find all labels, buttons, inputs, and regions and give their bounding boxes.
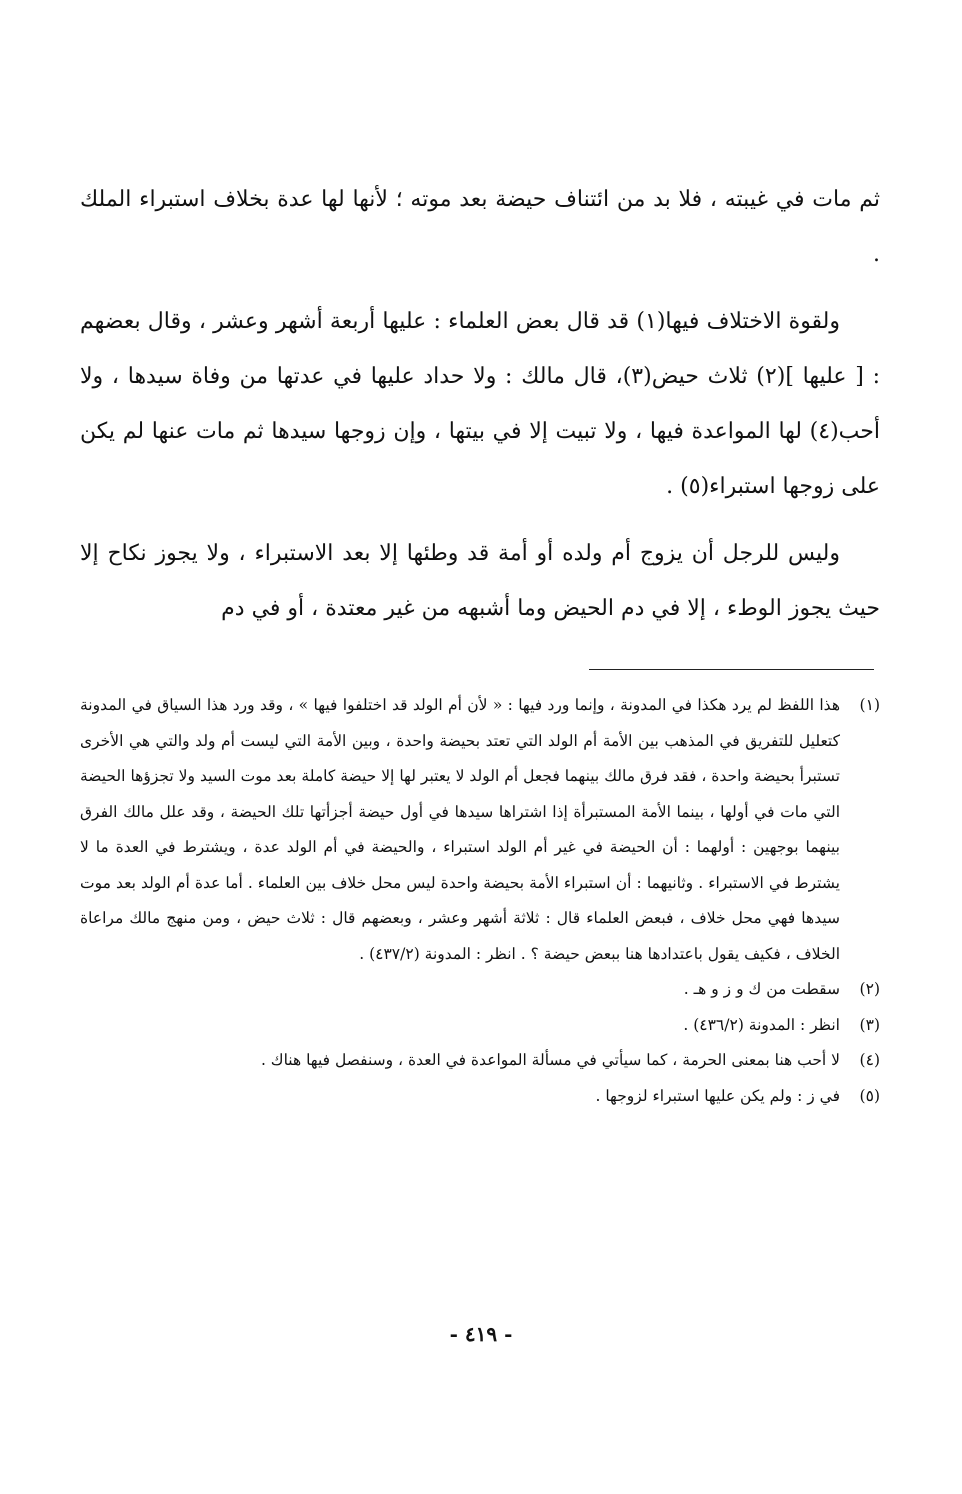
footnote-2	[80, 972, 880, 1008]
paragraph-2: ولقوة الاختلاف فيها(١) قد قال بعض العلماء : عليها أربعة أشهر وعشر ، وقال بعضهم : [ عليها ](٢) ثلاث حيض(٣)، قال مالك : ولا حداد عليها في عدتها من وفاة سيدها ، ولا أحب(٤) لها المواعدة فيها ، ولا تبيت إلا في بيتها ، وإن زوجها سيدها ثم مات عنها لم يكن على زوجها استبراء(٥) .	[80, 309, 880, 499]
footnote-text: لا أحب هنا بمعنى الحرمة ، كما سيأتي في مسألة المواعدة في العدة ، وسنفصل فيها هناك .	[260, 1051, 840, 1069]
footnote-5	[80, 1079, 880, 1115]
footnote-text: انظر : المدونة (٤٣٦/٢) .	[683, 1015, 840, 1034]
main-text	[80, 172, 880, 636]
footnote-3	[80, 1008, 880, 1044]
footnote-text: هذا اللفظ لم يرد هكذا في المدونة ، وإنما ورد فيها : « لأن أم الولد قد اختلفوا فيها » ، وقد ورد هذا السياق في المدونة كتعليل للتفريق في المذهب بين الأمة أم الولد التي تعتد بحيضة واحدة ، وبين الأمة التي ليست أم ولد والتي هي الأخرى تستبرأ بحيضة واحدة ، فقد فرق مالك بينهما فجعل أم الولد لا يعتبر لها إلا حيضة كاملة بعد موت السيد ولا تجزؤها الحيضة التي مات في أولها ، بينما الأمة المستبرأة إذا اشتراها سيدها في أول حيضة أجزأتها تلك الحيضة ، وقد علل مالك الفرق بينهما بوجهين : أولهما : أن الحيضة في غير أم الولد استبراء ، والحيضة في أم الولد عدة ، ويشترط في العدة ما لا يشترط في الاستبراء . وثانيهما : أن استبراء الأمة بحيضة واحدة ليس محل خلاف بين العلماء . أما عدة أم الولد بعد موت سيدها فهي محل خلاف ، فبعض العلماء قال : ثلاثة أشهر وعشر ، وبعضهم قال : ثلاث حيض ، ومن منهج مالك مراعاة الخلاف ، فكيف يقول باعتدادها هنا ببعض حيضة ؟ . انظر : المدونة (٤٣٧/٢) .	[80, 696, 840, 963]
footnote-text: سقطت من ك و ز و هـ .	[683, 980, 840, 998]
footnote-number: (٣)	[859, 1015, 880, 1034]
page-number: - ٤١٩ -	[449, 1322, 513, 1346]
footnote-number: (٢)	[859, 980, 880, 998]
footnote-divider	[589, 669, 874, 670]
footnotes	[80, 688, 880, 1114]
footnote-4	[80, 1043, 880, 1079]
footnote-text: في ز : ولم يكن عليها استبراء لزوجها .	[595, 1086, 840, 1105]
footnote-number: (١)	[859, 696, 880, 714]
footnote-number: (٥)	[859, 1086, 880, 1105]
footnote-number: (٤)	[859, 1051, 880, 1069]
footnote-1	[80, 688, 880, 972]
paragraph-1: ثم مات في غيبته ، فلا بد من ائتناف حيضة بعد موته ؛ لأنها لها عدة بخلاف استبراء الملك .	[80, 187, 880, 267]
paragraph-3: وليس للرجل أن يزوج أم ولده أو أمة قد وطئها إلا بعد الاستبراء ، ولا يجوز نكاح إلا حيث يجوز الوطء ، إلا في دم الحيض وما أشبهه من غير معتدة ، أو في دم	[80, 541, 880, 621]
